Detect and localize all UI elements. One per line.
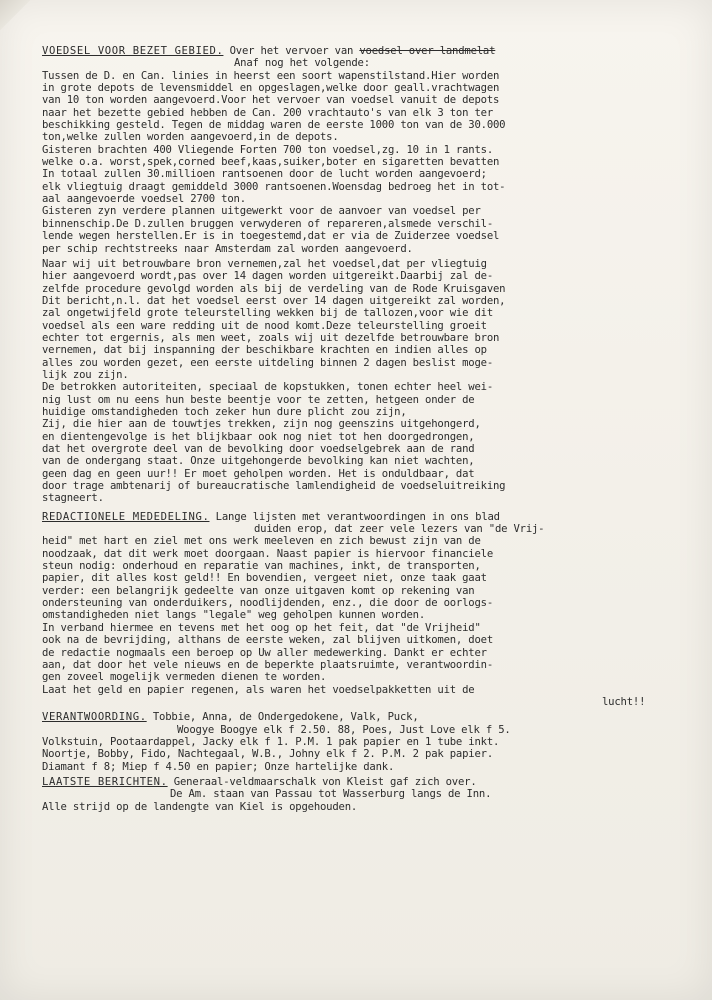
text-line: Naar wij uit betrouwbare bron vernemen,zal het voedsel,dat per vliegtuig (42, 257, 487, 270)
latest-news-line-2: De Am. staan van Passau tot Wasserburg langs de Inn. (170, 788, 492, 801)
text-line: Gisteren brachten 400 Vliegende Forten 700 ton voedsel,zg. 10 in 1 rants. (42, 143, 493, 156)
text-line: naar het bezette gebied hebben de Can. 200 vrachtauto's van elk 3 ton ter (42, 106, 493, 119)
text-line: zal ongetwijfeld grote teleurstelling wekken bij de tallozen,voor wie dit (42, 307, 493, 320)
text-line: Tussen de D. en Can. linies in heerst een soort wapenstilstand.Hier worden (42, 69, 500, 82)
text-line: papier, dit alles kost geld!! En bovendien, vergeet niet, onze taak gaat (42, 572, 487, 585)
accountability-list (42, 736, 682, 773)
text-line: In verband hiermee en tevens met het oog op het feit, dat "de Vrijheid" (42, 621, 481, 634)
text-line: per schip rechtstreeks naar Amsterdam zal worden aangevoerd. (42, 242, 413, 255)
section-shipping-paragraph (42, 205, 682, 254)
text-line: zelfde procedure gevolgd worden als bij de verdeling van de Rode Kruisgaven (42, 282, 506, 295)
text-line: ook na de bevrijding, althans de eerste weken, zal blijven uitkomen, doet (42, 634, 493, 647)
editorial-closing: Laat het geld en papier regenen, als waren het voedselpakketten uit de (42, 683, 475, 696)
editorial-heading-line: REDACTIONELE MEDEDELING. Lange lijsten met verantwoordingen in ons blad (42, 510, 500, 523)
latest-news-heading-line: LAATSTE BERICHTEN. Generaal-veldmaarschalk von Kleist gaf zich over. (42, 775, 477, 788)
text-line: In totaal zullen 30.millioen rantsoenen door de lucht worden aangevoerd; (42, 168, 487, 181)
newsletter-body (42, 45, 682, 813)
editorial-paragraph (42, 535, 682, 683)
text-line: Dit bericht,n.l. dat het voedsel eerst over 14 dagen uitgereikt zal worden, (42, 294, 506, 307)
text-line: van de ondergang staat. Onze uitgehongerde bevolking kan niet wachten, (42, 455, 475, 468)
text-line: verder: een belangrijk gedeelte van onze uitgaven komt op rekening van (42, 584, 475, 597)
section-heading: REDACTIONELE MEDEDELING. (42, 510, 210, 523)
text-line: Zij, die hier aan de touwtjes trekken, zijn nog geenszins uitgehongerd, (42, 418, 481, 431)
text-line: echter tot ergernis, als men weet, zoals wij uit dezelfde betrouwbare bron (42, 331, 500, 344)
text-line: aal aangevoerde voedsel 2700 ton. (42, 193, 246, 206)
text-line: gen zoveel mogelijk vermeden dienen te worden. (42, 671, 327, 684)
text-line: dat het overgrote deel van de bevolking door voedselgebrek aan de rand (42, 443, 475, 455)
text-line: van 10 ton worden aangevoerd.Voor het vervoer van voedsel vanuit de depots (42, 94, 500, 107)
text-line: lijk zou zijn. (42, 368, 129, 381)
section-heading: VERANTWOORDING. (42, 711, 147, 724)
section-food-paragraph (42, 70, 682, 144)
text-line: huidige omstandigheden toch zeker hun dure plicht zou zijn, (42, 405, 407, 418)
text-line: voedsel als een ware redding uit de nood komt.Deze teleurstelling groeit (42, 319, 487, 332)
text-line: alles zou worden gezet, een eerste uitdeling binnen 2 dagen beslist moge- (42, 356, 493, 369)
text-line: De betrokken autoriteiten, speciaal de kopstukken, tonen echter heel wei- (42, 381, 493, 394)
text-line: omstandigheden niet langs "legale" weg geholpen kunnen worden. (42, 609, 426, 622)
section-heading: VOEDSEL VOOR BEZET GEBIED. (42, 45, 224, 57)
text-line: en dientengevolge is het blijkbaar ook nog niet tot hen doorgedrongen, (42, 430, 475, 443)
editorial-line-2: duiden erop, dat zeer vele lezers van "de Vrij- (254, 523, 545, 536)
text-line: nig lust om nu eens hun beste beentje voor te zetten, hetgeen onder de (42, 393, 475, 406)
text-line: welke o.a. worst,spek,corned beef,kaas,suiker,boter en sigaretten bevatten (42, 156, 500, 169)
text-line: de redactie nogmaals een beroep op Uw aller medewerking. Dankt er echter (42, 646, 487, 659)
text-line: Volkstuin, Pootaardappel, Jacky elk f 1. P.M. 1 pak papier en 1 tube inkt. (42, 735, 500, 748)
text-line: vernemen, dat bij inspanning der beschikbare krachten en indien alles op (42, 344, 487, 357)
text-line: beschikking gesteld. Tegen de middag waren de eerste 1000 ton van de 30.000 (42, 119, 506, 132)
text-line: Diamant f 8; Miep f 4.50 en papier; Onze hartelijke dank. (42, 760, 395, 773)
text-line: steun nodig: onderhoud en reparatie van machines, inkt, de transporten, (42, 560, 481, 573)
text-line: binnenschip.De D.zullen bruggen verwyderen of repareren,alsmede verschil- (42, 217, 493, 230)
struck-text: voedsel over landmelat (359, 45, 496, 57)
text-line: in grote depots de levensmiddel en opgeslagen,welke door geall.vrachtwagen (42, 82, 500, 95)
editorial-closing-tail: lucht!! (602, 695, 646, 708)
text-line: Noortje, Bobby, Fido, Nachtegaal, W.B., Johny elk f 2. P.M. 2 pak papier. (42, 748, 493, 761)
text-line: aan, dat door het vele nieuws en de beperkte plaatsruimte, verantwoordin- (42, 658, 493, 671)
section-intro-continued: Anaf nog het volgende: (234, 57, 370, 70)
accountability-heading-line: VERANTWOORDING. Tobbie, Anna, de Ondergedokene, Valk, Puck, (42, 711, 419, 724)
section-distribution-paragraph (42, 258, 682, 505)
page-fold (0, 0, 30, 30)
latest-news-line-3: Alle strijd op de landengte van Kiel is opgehouden. (42, 800, 358, 813)
section-food-heading-line: VOEDSEL VOOR BEZET GEBIED. Over het vervoer van voedsel over landmelat (42, 45, 496, 57)
section-heading: LAATSTE BERICHTEN. (42, 775, 168, 788)
text-line: stagneert. (42, 492, 104, 505)
text-line: ondersteuning van onderduikers, noodlijdenden, enz., die door de oorlogs- (42, 597, 493, 610)
text-line: elk vliegtuig draagt gemiddeld 3000 rantsoenen.Woensdag bedroeg het in tot- (42, 180, 506, 193)
text-line: hier aangevoerd wordt,pas over 14 dagen worden uitgereikt.Daarbij zal de- (42, 270, 493, 283)
section-airdrop-paragraph (42, 144, 682, 206)
accountability-line-2: Woogye Boogye elk f 2.50. 88, Poes, Just Love elk f 5. (177, 723, 511, 736)
text-line: lende wegen herstellen.Er is in toegestemd,dat er via de Zuiderzee voedsel (42, 230, 500, 243)
text-line: heid" met hart en ziel met ons werk meeleven en zich bewust zijn van de (42, 535, 481, 548)
text-line: Gisteren zyn verdere plannen uitgewerkt voor de aanvoer van voedsel per (42, 205, 481, 218)
text-line: noodzaak, dat dit werk moet doorgaan. Naast papier is hiervoor financiele (42, 547, 493, 560)
text-line: door trage ambtenarij of bureaucratische lamlendigheid de voedseluitreiking (42, 480, 506, 493)
text-line: ton,welke zullen worden aangevoerd,in de depots. (42, 131, 339, 144)
text-line: geen dag en geen uur!! Er moet geholpen worden. Het is onduldbaar, dat (42, 467, 475, 480)
